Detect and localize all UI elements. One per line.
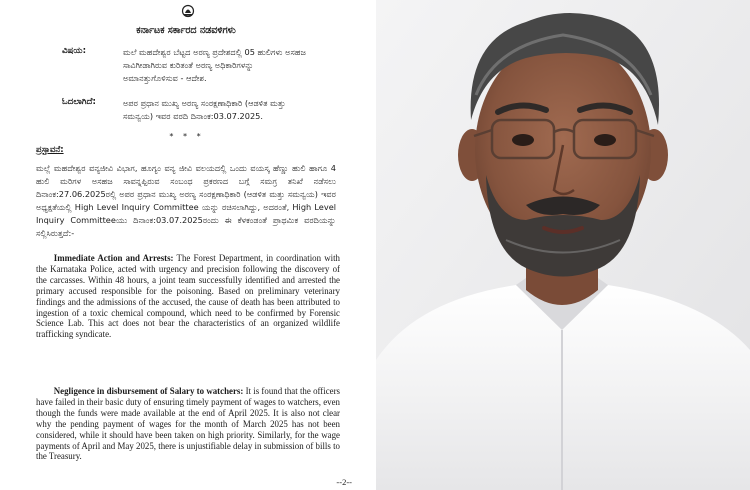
separator-stars: * * * xyxy=(168,132,204,141)
paragraph-body: It is found that the officers have failed in their basic duty of ensuring timely payment of wages to watchers, even though the funds were made available at the end of April 2025. It is also not clear why the pending payment of wages for the month of March 2025 has not been considered, while it should have been taken on high priority. Similarly, for the wage payments of April and May 2025, there is unjustifiable delay in submission of bills to the Treasury. xyxy=(36,386,341,462)
portrait-photo xyxy=(376,0,750,490)
paragraph-heading: Immediate Action and Arrests: xyxy=(53,253,174,263)
paragraph-body: The Forest Department, in coordination with the Karnataka Police, acted with urgency and precision following the discovery of the carcasses. Within 48 hours, a joint team successfully identified and arrested the primary accused responsible for the poisoning. Based on preliminary veterinary findings and the admissions of the accused, the cause of death has been attributed to ingestion of a toxic chemical compound, which need to be confirmed by Forensic Science Lab. This act does not bear the characteristics of an organized wildlife trafficking syndicate. xyxy=(36,253,340,340)
subject-label: ವಿಷಯ: xyxy=(62,46,87,56)
paragraph-heading: Negligence in disbursement of Salary to watchers: xyxy=(53,386,244,396)
subject-text: ಮಲೆ ಮಹದೇಶ್ವರ ಬೆಟ್ಟದ ಅರಣ್ಯ ಪ್ರದೇಶದಲ್ಲಿ 05 ಹುಲಿಗಳು ಅಸಹಜ ಸಾವಿಗೀಡಾಗಿರುವ ಕುರಿತಂತೆ ಅರಣ್ಯ ಅಧಿಕಾರಿಗಳನ್ನು ಅಮಾನತ್ತುಗೊಳಿಸುವ - ಆದೇಶ. xyxy=(123,47,307,83)
paragraph-immediate-action xyxy=(36,253,340,340)
paragraph-negligence xyxy=(36,386,340,462)
document-header: ಕರ್ನಾಟಕ ಸರ್ಕಾರದ ನಡವಳಿಗಳು xyxy=(136,25,236,36)
government-order-document xyxy=(0,0,372,490)
page-number: --2-- xyxy=(336,477,352,487)
reference-text: ಅಪರ ಪ್ರಧಾನ ಮುಖ್ಯ ಅರಣ್ಯ ಸಂರಕ್ಷಣಾಧಿಕಾರಿ (ಆಡಳಿತ ಮತ್ತು ಸಮನ್ವಯ) ಇವರ ವರದಿ ದಿನಾಂಕ:03.07.2025. xyxy=(123,98,286,121)
preamble-heading: ಪ್ರಸ್ತಾವನೆ: xyxy=(36,144,64,154)
preamble-text: ಮಲ್ಲೆ ಮಹದೇಶ್ವರ ವನ್ಯಜೀವಿ ವಿಭಾಗ, ಹೂಗ್ಯಂ ವನ್ಯ ಜೀವಿ ವಲಯದಲ್ಲಿ ಒಂದು ವಯಸ್ಕ ಹೆಣ್ಣು ಹುಲಿ ಹಾಗೂ 4 ಹುಲಿ ಮರಿಗಳ ಅಸಹಜ ಸಾವನ್ನಪ್ಪಿರುವ ಸಂಬಂಧ ಪ್ರಕರಣದ ಬಗ್ಗೆ ಸಮಗ್ರ ತನಿಖೆ ನಡೆಸಲು ದಿನಾಂಕ:27.06.2025ರಲ್ಲಿ ಅಪರ ಪ್ರಧಾನ ಮುಖ್ಯ ಅರಣ್ಯ ಸಂರಕ್ಷಣಾಧಿಕಾರಿ (ಆಡಳಿತ ಮತ್ತು ಸಮನ್ವಯ) ಇವರ ಅಧ್ಯಕ್ಷತೆಯಲ್ಲಿ High Level Inquiry Committee ಯನ್ನು ರಚಿಸಲಾಗಿದ್ದು, ಅದರಂತೆ, High Level Inquiry Committeeಯು ದಿನಾಂಕ:03.07.2025ರಂದು ಈ ಕೆಳಕಂಡಂತೆ ಪ್ರಾಥಮಿಕ ವರದಿಯನ್ನು ಸಲ್ಲಿಸಿರುತ್ತದೆ:- xyxy=(36,163,336,238)
state-emblem-icon xyxy=(181,4,195,18)
reference-label: ಓದಲಾಗಿದೆ: xyxy=(62,97,96,107)
